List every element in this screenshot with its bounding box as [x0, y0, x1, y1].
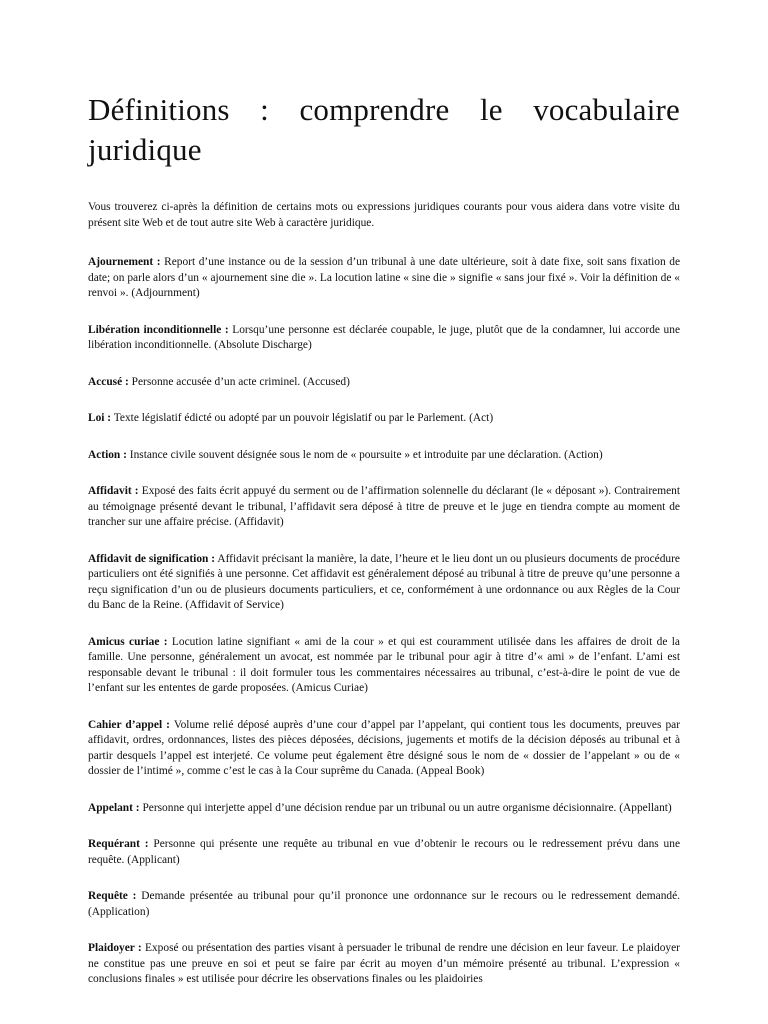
- definition-term: Appelant :: [88, 801, 140, 814]
- definition-text: Exposé ou présentation des parties visant à persuader le tribunal de rendre une décision en leur faveur. Le plaidoyer ne constitue pas une preuve en soi et peut se faire par écrit au moyen d’un mémoire présenté au tribunal. L’expression « conclusions finales » est utilisée pour décrire les observations finales ou les plaidoiries: [88, 942, 680, 985]
- document-page: [88, 90, 680, 1009]
- definition-entry: [88, 801, 680, 817]
- definition-entry: [88, 411, 680, 427]
- definition-text: Personne accusée d’un acte criminel. (Accused): [128, 375, 350, 388]
- definition-text: Lorsqu’une personne est déclarée coupable, le juge, plutôt que de la condamner, lui accorde une libération inconditionnelle. (Absolute Discharge): [88, 323, 681, 351]
- definition-entry: [88, 718, 680, 780]
- definition-text: Report d’une instance ou de la session d’un tribunal à une date ultérieure, soit à date fixe, soit sans fixation de date; on parle alors d’un « ajournement sine die ». La locution latine « sine die » signifie « sans jour fixé ». Voir la définition de « renvoi ». (Adjournment): [88, 256, 680, 299]
- definition-text: Personne qui interjette appel d’une décision rendue par un tribunal ou un autre organisme décisionnaire. (Appellant): [139, 801, 672, 814]
- definition-term: Loi :: [88, 412, 112, 424]
- definition-text: Locution latine signifiant « ami de la cour » et qui est couramment utilisée dans les affaires de droit de la famille. Une personne, généralement un avocat, est nommée par le tribunal pour agir à titre d’« ami » de l’enfant. L’ami est responsable devant le tribunal : il doit formuler tous les commentaires nécessaires au tribunal, c’est-à-dire le point de vue de l’enfant sur les ententes de garde proposées. (Amicus Curiae): [88, 635, 680, 694]
- definition-entry: [88, 484, 680, 531]
- definition-term: Affidavit :: [88, 485, 139, 497]
- definition-text: Affidavit précisant la manière, la date, l’heure et le lieu dont un ou plusieurs documents de procédure particuliers ont été signifiés à une personne. Cet affidavit est généralement déposé au tribunal à titre de preuve qu’une personne a reçu signification d’un ou de plusieurs documents particuliers, et ce, conformément à une ordonnance ou aux Règles de la Cour du Banc de la Reine. (Affidavit of Service): [88, 552, 680, 611]
- definition-term: Action :: [88, 448, 127, 461]
- definition-entry: [88, 889, 680, 920]
- definition-term: Affidavit de signification :: [88, 552, 216, 565]
- definition-entry: [88, 941, 680, 988]
- definition-entry: [88, 635, 680, 697]
- definition-text: Demande présentée au tribunal pour qu’il prononce une ordonnance sur le recours ou le redressement demandé. (Application): [88, 890, 680, 918]
- definition-term: Libération inconditionnelle :: [88, 323, 229, 336]
- definition-term: Accusé :: [88, 375, 129, 388]
- definition-text: Volume relié déposé auprès d’une cour d’appel par l’appelant, qui contient tous les documents, preuves par affidavit, ordres, ordonnances, listes des pièces déposées, décisions, jugements et motifs de la décision déposés au tribunal et à partir desquels l’appel est interjeté. Ce volume peut également être désigné sous le nom de « dossier de l’appelant » ou de « dossier de l’intimé », comme c’est le cas à la Cour suprême du Canada. (Appeal Book): [88, 718, 681, 777]
- definition-entry: [88, 552, 680, 614]
- definition-entry: [88, 375, 680, 391]
- definition-entry: [88, 448, 680, 464]
- definition-term: Cahier d’appel :: [88, 718, 170, 731]
- definition-text: Texte législatif édicté ou adopté par un pouvoir législatif ou par le Parlement. (Act): [111, 412, 494, 424]
- definition-term: Amicus curiae :: [88, 635, 168, 648]
- definition-term: Requête :: [88, 890, 137, 902]
- definition-term: Ajournement :: [88, 256, 161, 268]
- page-title: Définitions : comprendre le vocabulaire juridique: [88, 92, 680, 167]
- definition-term: Requérant :: [88, 838, 149, 850]
- definition-text: Personne qui présente une requête au tribunal en vue d’obtenir le recours ou le redressement prévu dans une requête. (Applicant): [88, 838, 680, 866]
- definition-entry: [88, 323, 680, 354]
- definition-entry: [88, 255, 680, 302]
- intro-paragraph: Vous trouverez ci-après la définition de certains mots ou expressions juridiques courants pour vous aidera dans votre visite du présent site Web et de tout autre site Web à caractère juridique.: [88, 201, 680, 229]
- definition-term: Plaidoyer :: [88, 942, 142, 954]
- definition-text: Instance civile souvent désignée sous le nom de « poursuite » et introduite par une déclaration. (Action): [126, 448, 603, 461]
- definition-entry: [88, 837, 680, 868]
- definition-text: Exposé des faits écrit appuyé du serment ou de l’affirmation solennelle du déclarant (le « déposant »). Contrairement au témoignage présenté devant le tribunal, l’affidavit sera déposé à titre de preuve et le juge en tiendra compte au moment de trancher sur une affaire précise. (Affidavit): [88, 485, 680, 528]
